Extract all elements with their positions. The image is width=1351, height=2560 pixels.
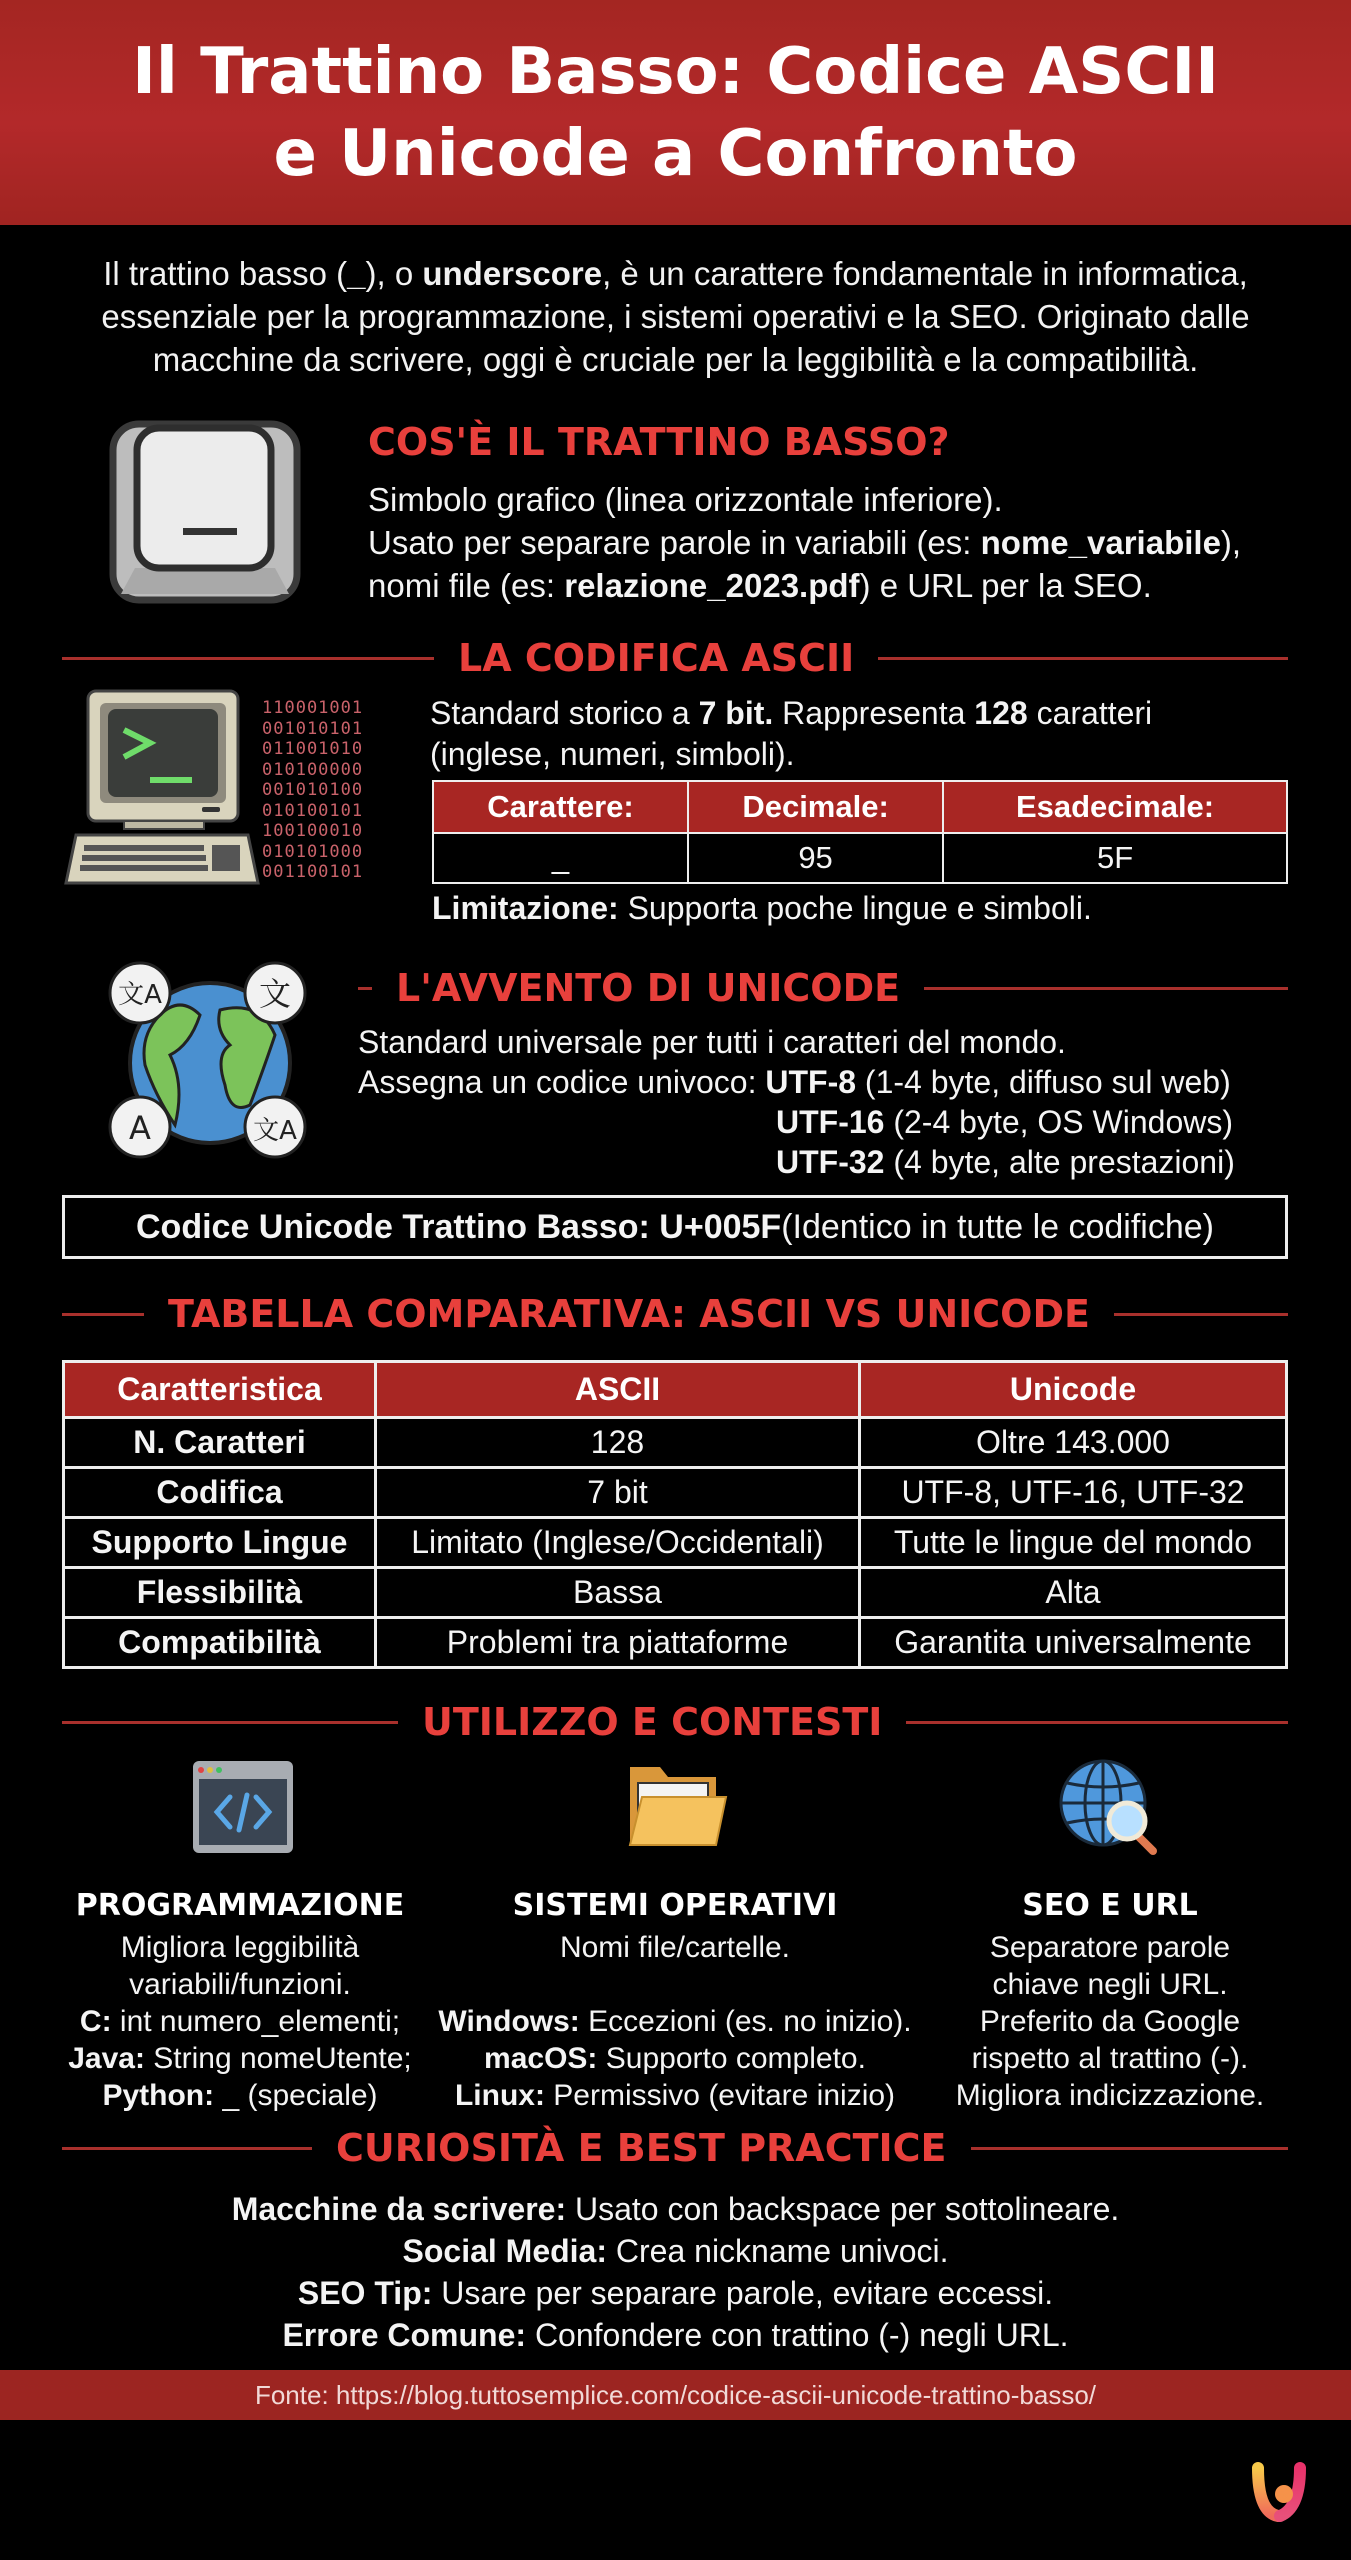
table-row: Flessibilità Bassa Alta — [64, 1568, 1287, 1618]
page-title: Il Trattino Basso: Codice ASCII e Unicode a Confronto — [132, 34, 1219, 191]
svg-text:文: 文 — [258, 975, 292, 1013]
unicode-code-box: Codice Unicode Trattino Basso: U+005F (Identico in tutte le codifiche) — [62, 1195, 1288, 1259]
binary-digits: 110001001 001010101 011001010 010100000 001010100 010100101 100100010 010101000 001100101 — [262, 698, 364, 882]
table-header: Unicode — [860, 1362, 1287, 1418]
globe-translation-icon — [100, 955, 315, 1165]
list-item: SEO Tip: Usare per separare parole, evitare eccessi. — [297, 2275, 1054, 2311]
table-row: Compatibilità Problemi tra piattaforme Garantita universalmente — [64, 1618, 1287, 1668]
list-item: Macchine da scrivere: Usato con backspace per sottolineare. — [231, 2191, 1120, 2227]
intro-paragraph: Il trattino basso (_), o underscore, è un carattere fondamentale in informatica, essenziale per la programmazione, i sistemi operativi e la SEO. Originato dalle macchine da scrivere, oggi è cruciale per la leggibilità e la compatibilità. — [101, 255, 1250, 378]
table-row: Codifica 7 bit UTF-8, UTF-16, UTF-32 — [64, 1468, 1287, 1518]
section-divider-ascii: LA CODIFICA ASCII — [62, 636, 1288, 680]
section-divider-unicode: L'AVVENTO DI UNICODE — [358, 966, 1288, 1010]
use-item-seo: SEO E URL Separatore parole chiave negli URL. Preferito da Google rispetto al trattino (-). Migliora indicizzazione. — [910, 1755, 1310, 2114]
table-row: Supporto Lingue Limitato (Inglese/Occidentali) Tutte le lingue del mondo — [64, 1518, 1287, 1568]
table-header: Decimale: — [688, 781, 943, 833]
use-item-os: SISTEMI OPERATIVI Nomi file/cartelle. Windows: Eccezioni (es. no inizio). macOS: Supporto completo. Linux: Permissivo (evitare inizio) — [415, 1755, 935, 2114]
section-divider-curio: CURIOSITÀ E BEST PRACTICE — [62, 2126, 1288, 2170]
retro-computer-icon — [62, 685, 262, 890]
curiosity-list — [0, 2188, 1351, 2356]
svg-text:文A: 文A — [118, 980, 162, 1010]
source-footer — [0, 2370, 1351, 2420]
svg-text:A: A — [129, 1109, 151, 1147]
globe-search-icon — [1055, 1755, 1165, 1855]
section-title-what: COS'È IL TRATTINO BASSO? — [368, 420, 950, 464]
section-divider-uses: UTILIZZO E CONTESTI — [62, 1700, 1288, 1744]
table-header: ASCII — [376, 1362, 860, 1418]
table-header: Carattere: — [433, 781, 688, 833]
table-header: Caratteristica — [64, 1362, 376, 1418]
title-banner — [0, 0, 1351, 225]
table-row: N. Caratteri 128 Oltre 143.000 — [64, 1418, 1287, 1468]
table-row: _ 95 5F — [433, 833, 1287, 883]
ascii-description: Standard storico a 7 bit. Rappresenta 128 caratteri (inglese, numeri, simboli). — [430, 695, 1153, 772]
code-window-icon — [185, 1755, 295, 1855]
svg-text:文A: 文A — [253, 1116, 297, 1146]
ascii-code-table — [432, 780, 1288, 884]
use-item-programming: PROGRAMMAZIONE Migliora leggibilità variabili/funzioni. C: int numero_elementi; Java: String nomeUtente; Python: _ (speciale) — [30, 1755, 450, 2114]
folder-icon — [620, 1755, 730, 1855]
source-link[interactable]: Fonte: https://blog.tuttosemplice.com/codice-ascii-unicode-trattino-basso/ — [254, 2379, 1097, 2410]
comparison-table — [62, 1360, 1288, 1669]
section-divider-compare: TABELLA COMPARATIVA: ASCII VS UNICODE — [62, 1292, 1288, 1336]
brand-logo-icon — [1248, 2462, 1310, 2522]
unicode-description: Standard universale per tutti i caratteri del mondo. Assegna un codice univoco: UTF-8 (1-4 byte, diffuso sul web) UTF-16 (2-4 byte, OS Windows) UTF-32 (4 byte, alte prestazioni) — [358, 1024, 1235, 1180]
section-what-text: Simbolo grafico (linea orizzontale inferiore). Usato per separare parole in variabili (es: nome_variabile), nomi file (es: relazione_2023.pdf) e URL per la SEO. — [368, 481, 1242, 604]
list-item: Social Media: Crea nickname univoci. — [402, 2233, 949, 2269]
ascii-limitation: Limitazione: Supporta poche lingue e simboli. — [432, 890, 1092, 926]
list-item: Errore Comune: Confondere con trattino (-) negli URL. — [282, 2317, 1069, 2353]
table-header: Esadecimale: — [943, 781, 1287, 833]
keyboard-key-icon — [105, 418, 305, 606]
